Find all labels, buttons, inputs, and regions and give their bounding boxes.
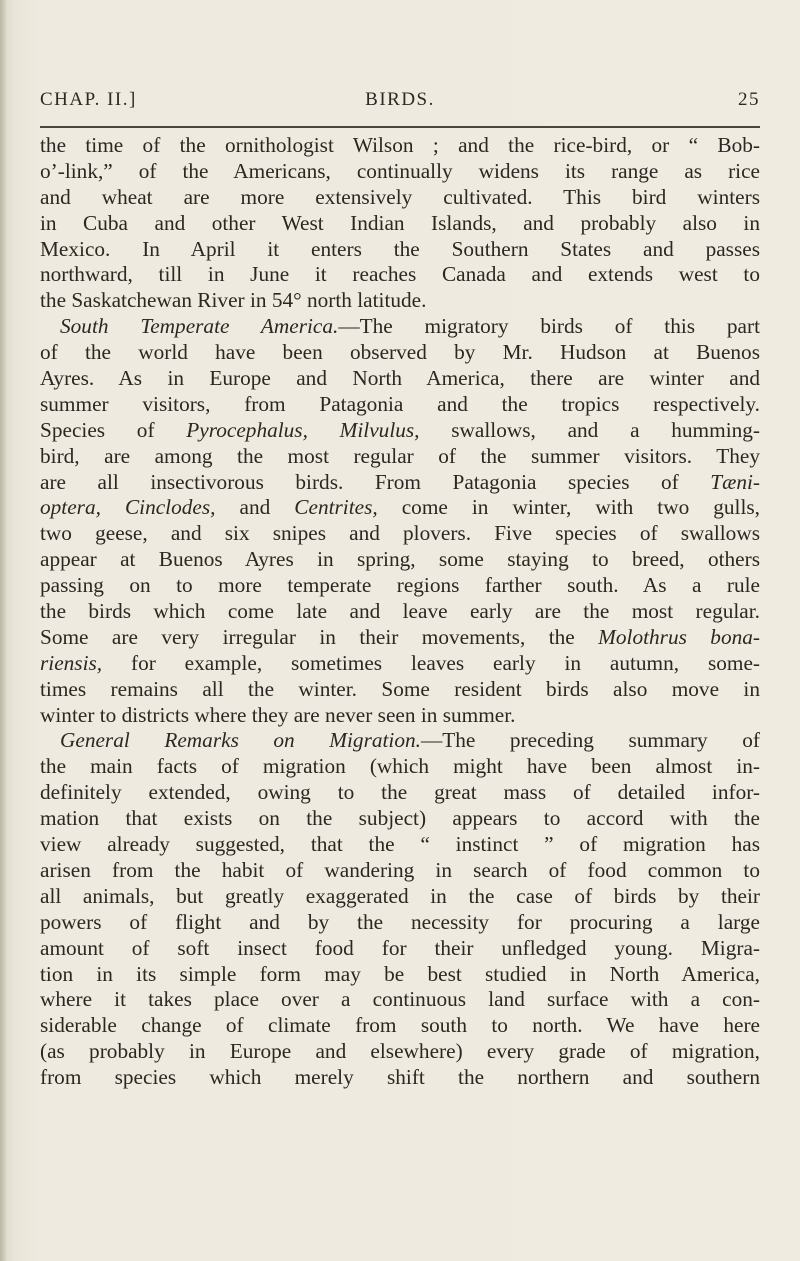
page-binding-edge — [0, 0, 6, 1261]
text-line — [40, 677, 760, 703]
text-segment: are all insectivorous birds. From Patagonia species of — [40, 469, 711, 494]
text-segment: powers of flight and by the necessity for procuring a large — [40, 909, 760, 934]
italic-text-segment: riensis, — [40, 650, 103, 675]
text-line — [40, 832, 760, 858]
italic-text-segment: Tæni- — [710, 469, 760, 494]
text-segment: and wheat are more extensively cultivated. This bird winters — [40, 184, 760, 209]
text-segment: bird, are among the most regular of the summer visitors. They — [40, 443, 760, 468]
page-number: 25 — [738, 89, 760, 110]
text-line — [40, 547, 760, 573]
text-segment: (as probably in Europe and elsewhere) every grade of migration, — [40, 1039, 760, 1064]
text-line — [40, 392, 760, 418]
text-segment: —The migratory birds of this part — [338, 314, 760, 339]
text-segment: siderable change of climate from south to north. We have here — [40, 1013, 760, 1038]
text-line — [40, 910, 760, 936]
italic-text-segment: South Temperate America. — [60, 314, 339, 339]
text-segment: the birds which come late and leave early are the most regular. — [40, 599, 760, 624]
text-line — [40, 573, 760, 599]
text-line — [40, 936, 760, 962]
text-segment: times remains all the winter. Some resident birds also move in — [40, 676, 760, 701]
text-line — [40, 754, 760, 780]
text-segment: and — [215, 495, 295, 520]
text-line — [40, 237, 760, 263]
text-line — [40, 495, 760, 521]
running-title: BIRDS. — [365, 89, 435, 110]
text-segment: the Saskatchewan River in 54° north latitude. — [40, 288, 427, 313]
text-segment: swallows, and a humming- — [419, 417, 760, 442]
body-text — [40, 133, 760, 1091]
text-segment: Mexico. In April it enters the Southern States and passes — [40, 236, 760, 261]
text-line — [40, 444, 760, 470]
text-segment: where it takes place over a continuous land surface with a con- — [40, 987, 760, 1012]
text-line — [40, 211, 760, 237]
text-segment: all animals, but greatly exaggerated in the case of birds by their — [40, 883, 760, 908]
text-line — [40, 728, 760, 754]
text-segment: for example, sometimes leaves early in autumn, some- — [102, 650, 760, 675]
text-segment: the time of the ornithologist Wilson ; and the rice-bird, or “ Bob- — [40, 133, 760, 157]
text-segment: appear at Buenos Ayres in spring, some staying to breed, others — [40, 547, 760, 572]
text-line — [40, 780, 760, 806]
text-segment: Ayres. As in Europe and North America, there are winter and — [40, 366, 760, 391]
text-line — [40, 962, 760, 988]
text-segment: —The preceding summary of — [420, 728, 760, 753]
text-segment: winter to districts where they are never seen in summer. — [40, 702, 516, 727]
italic-text-segment: optera, Cinclodes, — [40, 495, 216, 520]
text-line — [40, 288, 760, 314]
italic-text-segment: Molothrus bona- — [598, 624, 760, 649]
italic-text-segment: Centrites, — [294, 495, 378, 520]
text-segment: mation that exists on the subject) appears to accord with the — [40, 806, 760, 831]
text-line — [40, 314, 760, 340]
text-line — [40, 185, 760, 211]
text-line — [40, 366, 760, 392]
text-segment: passing on to more temperate regions farther south. As a rule — [40, 573, 760, 598]
text-line — [40, 806, 760, 832]
header-rule — [40, 126, 760, 128]
text-line — [40, 418, 760, 444]
text-line — [40, 1065, 760, 1091]
text-line — [40, 1039, 760, 1065]
text-segment: in Cuba and other West Indian Islands, and probably also in — [40, 210, 760, 235]
text-line — [40, 133, 760, 159]
text-segment: Species of — [40, 417, 187, 442]
text-line — [40, 884, 760, 910]
chapter-label: CHAP. II.] — [40, 89, 137, 110]
text-segment: view already suggested, that the “ instinct ” of migration has — [40, 832, 760, 857]
text-line — [40, 599, 760, 625]
text-segment: arisen from the habit of wandering in search of food common to — [40, 857, 760, 882]
text-line — [40, 703, 760, 729]
text-line — [40, 340, 760, 366]
italic-text-segment: Pyrocephalus, Milvulus, — [186, 417, 420, 442]
text-segment: northward, till in June it reaches Canada and extends west to — [40, 262, 760, 287]
text-line — [40, 651, 760, 677]
text-segment: the main facts of migration (which might have been almost in- — [40, 754, 760, 779]
italic-text-segment: General Remarks on Migration. — [60, 728, 421, 753]
text-line — [40, 159, 760, 185]
text-segment: two geese, and six snipes and plovers. Five species of swallows — [40, 521, 760, 546]
text-line — [40, 858, 760, 884]
text-segment: come in winter, with two gulls, — [377, 495, 760, 520]
text-line — [40, 625, 760, 651]
text-segment: definitely extended, owing to the great mass of detailed infor- — [40, 780, 760, 805]
text-line — [40, 1013, 760, 1039]
text-segment: of the world have been observed by Mr. Hudson at Buenos — [40, 340, 760, 365]
text-line — [40, 470, 760, 496]
text-line — [40, 987, 760, 1013]
text-line — [40, 521, 760, 547]
text-segment: o’-link,” of the Americans, continually widens its range as rice — [40, 158, 760, 183]
text-segment: amount of soft insect food for their unfledged young. Migra- — [40, 935, 760, 960]
text-segment: summer visitors, from Patagonia and the tropics respectively. — [40, 391, 760, 416]
text-segment: Some are very irregular in their movements, the — [40, 624, 599, 649]
text-line — [40, 262, 760, 288]
text-segment: from species which merely shift the northern and southern — [40, 1065, 760, 1090]
text-segment: tion in its simple form may be best studied in North America, — [40, 961, 760, 986]
running-header — [40, 89, 760, 119]
